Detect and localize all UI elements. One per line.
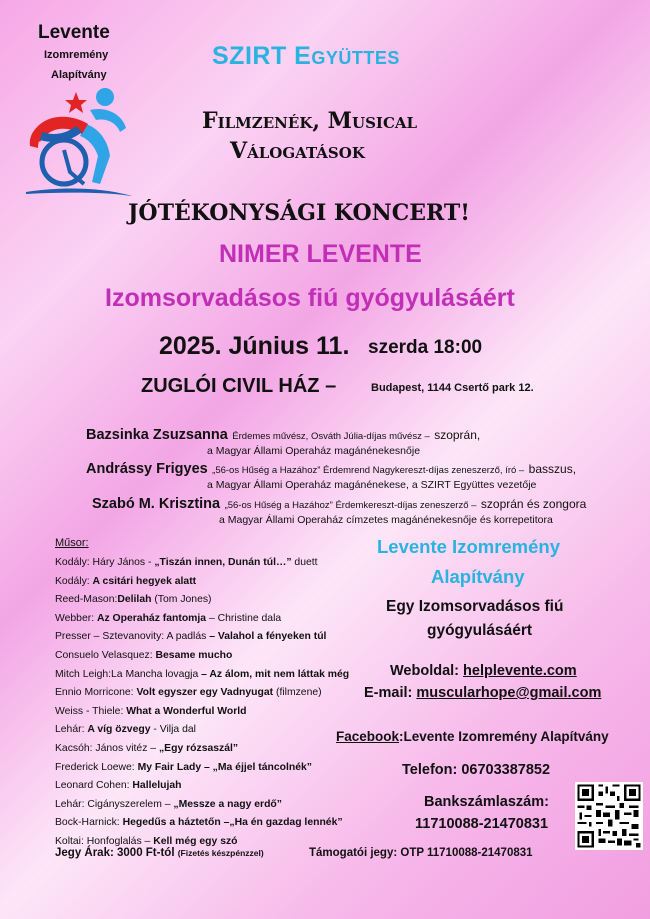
program-item <box>55 591 349 610</box>
program-item-title: Hallelujah <box>132 780 182 792</box>
program-item-title: A víg özvegy <box>87 724 151 736</box>
program-item-text: Koltai: Honfoglalás – <box>55 835 154 847</box>
bank-account-number: 11710088-21470831 <box>415 816 549 832</box>
performer-2-affiliation: a Magyar Állami Operaház magánénekese, a SZIRT Együttes vezetője <box>207 479 537 491</box>
program-item <box>55 647 349 666</box>
program-item <box>55 796 349 815</box>
program-item <box>55 721 349 740</box>
program-item-title: – Valahol a fényeken túl <box>209 631 327 643</box>
program-item <box>55 759 349 778</box>
program-item-title: Kell még egy szó <box>153 835 238 847</box>
email-line <box>364 685 601 701</box>
program-item-text: Lehár: Cigányszerelem – <box>55 798 174 810</box>
event-date: 2025. Június 11. <box>159 332 350 360</box>
genre-line-1: Filmzenék, Musical <box>202 108 418 134</box>
program-item-text: Frederick Loewe: <box>55 761 138 773</box>
performer-titles: Érdemes művész, Osváth Júlia-díjas művész – <box>232 431 430 442</box>
program-item-text: Webber: <box>55 612 97 624</box>
program-item-title: Volt egyszer egy Vadnyugat <box>136 687 274 699</box>
program-item <box>55 628 349 647</box>
program-item-title: Besame mucho <box>155 649 233 661</box>
program-item-text: Lehár: <box>55 724 88 736</box>
foundation-subtitle-2: gyógyulásáért <box>427 622 533 639</box>
performer-3 <box>92 495 586 513</box>
email-link[interactable]: muscularhope@gmail.com <box>416 685 602 701</box>
foundation-title-1: Levente Izomremény <box>377 536 561 557</box>
program-item-title: My Fair Lady – „Ma éjjel táncolnék” <box>137 761 312 773</box>
group-name: SZIRT Együttes <box>212 42 400 70</box>
performer-3-affiliation: a Magyar Állami Operaház címzetes magánénekesnője és korrepetitora <box>219 514 553 526</box>
facebook-page-name: :Levente Izomremény Alapítvány <box>399 729 609 744</box>
ticket-price-text: Jegy Árak: 3000 Ft-tól <box>55 847 178 859</box>
phone-number: Telefon: 06703387852 <box>402 762 551 778</box>
program-item-text: Kodály: <box>55 575 93 587</box>
foundation-subtitle-1: Egy Izomsorvadásos fiú <box>386 598 564 615</box>
program-item <box>55 777 349 796</box>
support-ticket: Támogatói jegy: OTP 11710088-21470831 <box>309 847 533 859</box>
program-item-text: Kacsóh: János vitéz – <box>55 742 159 754</box>
performer-1-affiliation: a Magyar Állami Operaház magánénekesnője <box>207 445 421 457</box>
performer-voice: basszus, <box>528 462 577 476</box>
performer-titles: „56-os Hűség a Hazához” Érdemkereszt-díjas zeneszerző – <box>224 500 477 511</box>
program-item-title: – Az álom, mit nem láttak még <box>201 668 350 680</box>
performer-voice: szoprán, <box>434 428 481 442</box>
website-link[interactable]: helplevente.com <box>463 663 577 679</box>
logo-subtitle-2: Alapítvány <box>51 69 107 81</box>
performer-name: Bazsinka Zsuzsanna <box>86 427 228 443</box>
genre-line-2: Válogatások <box>230 138 365 164</box>
program-item-title: What a Wonderful World <box>126 705 247 717</box>
program-item-title: Hegedűs a háztetőn –„Ha én gazdag lennék” <box>122 817 343 829</box>
program-item <box>55 703 349 722</box>
program-item <box>55 684 349 703</box>
facebook-label[interactable]: Facebook <box>336 729 400 744</box>
program-item <box>55 573 349 592</box>
program-item-text: Ennio Morricone: <box>55 687 137 699</box>
program-item-title: Delilah <box>117 594 152 606</box>
ticket-price <box>55 847 264 859</box>
email-label: E-mail: <box>364 685 417 701</box>
performer-name: Andrássy Frigyes <box>86 461 208 477</box>
program-item-text: Leonard Cohen: <box>55 780 133 792</box>
website-label: Weboldal: <box>390 663 464 679</box>
program-item-title: A csitári hegyek alatt <box>92 575 197 587</box>
program-item-text: (Tom Jones) <box>151 594 212 606</box>
program-item <box>55 740 349 759</box>
venue-name: ZUGLÓI CIVIL HÁZ – <box>141 375 337 397</box>
program-item <box>55 610 349 629</box>
program-item-text: Reed-Mason: <box>55 594 118 606</box>
event-day-time: szerda 18:00 <box>368 337 483 358</box>
program-item <box>55 814 349 833</box>
program-item-text: Bock-Harnick: <box>55 817 123 829</box>
cause-title: Izomsorvadásos fiú gyógyulásáért <box>105 284 515 312</box>
program-item-text: Mitch Leigh:La Mancha lovagja <box>55 668 202 680</box>
program-list <box>55 554 349 852</box>
program-item-text: Presser – Sztevanovity: A padlás <box>55 631 210 643</box>
performer-2 <box>86 460 576 478</box>
facebook-line <box>336 729 609 744</box>
concert-title: JÓTÉKONYSÁGI KONCERT! <box>128 200 470 226</box>
website-line <box>390 663 577 679</box>
program-item-text: duett <box>291 557 318 568</box>
program-title: Műsor: <box>55 537 89 549</box>
program-item-text: Weiss - Thiele: <box>55 705 127 717</box>
venue-address: Budapest, 1144 Csertő park 12. <box>371 382 534 394</box>
program-item <box>55 554 349 573</box>
beneficiary-name: NIMER LEVENTE <box>219 240 422 268</box>
logo-title: Levente <box>38 22 110 43</box>
performer-titles: „56-os Hűség a Hazához” Érdemrend Nagykereszt-díjas zeneszerző, író – <box>212 465 525 476</box>
program-item-text: – Christine dala <box>206 612 282 624</box>
program-item-title: „Egy rózsaszál” <box>158 742 239 754</box>
bank-account-label: Bankszámlaszám: <box>424 794 549 810</box>
program-item <box>55 666 349 685</box>
foundation-title-2: Alapítvány <box>431 566 525 587</box>
ticket-price-note: (Fizetés készpénzzel) <box>177 848 264 858</box>
program-item-title: „Messze a nagy erdő” <box>173 798 282 810</box>
performer-name: Szabó M. Krisztina <box>92 496 221 512</box>
qr-code-icon[interactable] <box>575 782 643 850</box>
logo-subtitle-1: Izomremény <box>44 49 109 61</box>
program-item-text: - Vilja dal <box>150 724 196 736</box>
program-item-text: (filmzene) <box>273 687 322 699</box>
program-item-title: Az Operaház fantomja <box>96 612 207 624</box>
program-item-text: Kodály: Háry János - <box>55 557 155 568</box>
program-item-title: „Tiszán innen, Dunán túl…” <box>154 557 292 568</box>
program-item-text: Consuelo Velasquez: <box>55 649 156 661</box>
performer-voice: szoprán és zongora <box>480 497 587 511</box>
performer-1 <box>86 426 480 444</box>
wheelchair-figures-logo-icon <box>24 84 134 199</box>
